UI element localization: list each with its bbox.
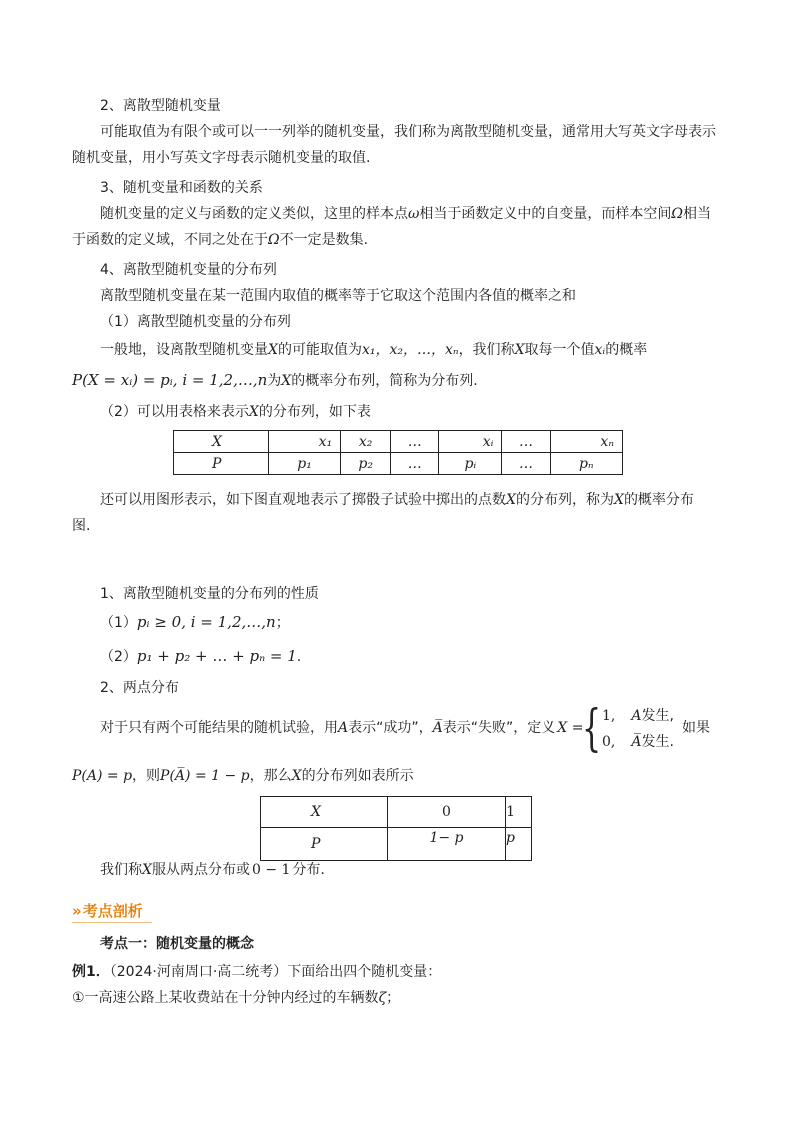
table-row — [261, 828, 532, 861]
table-cell: 1 — [506, 797, 532, 828]
text: 的概率分布 — [623, 492, 694, 508]
text: 的概率分布列，简称为分布列. — [291, 373, 478, 389]
paragraph-line: 可能取值为有限个或可以一一列举的随机变量，我们称为离散型随机变量，通常用大写英文字母表示 — [100, 124, 716, 140]
case-text: 发生, — [641, 708, 674, 724]
zero-one: 0 − 1 — [251, 862, 291, 878]
table-cell: pₙ — [550, 453, 622, 475]
text: 于函数的定义域，不同之处在于 — [72, 232, 268, 248]
heading-properties: 1、离散型随机变量的分布列的性质 — [100, 586, 319, 602]
table-cell: p₁ — [269, 453, 341, 475]
table-cell: … — [391, 431, 439, 453]
property-line — [100, 646, 301, 667]
text: 的概率 — [605, 342, 648, 358]
paragraph-line — [100, 340, 647, 360]
example-source: （2024·河南周口·高二统考） — [109, 964, 288, 980]
var-X: X — [506, 492, 516, 508]
table-cell: 0 — [387, 797, 505, 828]
subheading: （1）离散型随机变量的分布列 — [100, 314, 291, 330]
paragraph-line — [72, 370, 478, 391]
text: 表示“成功”， — [348, 720, 433, 736]
item-text: ①一高速公路上某收费站在十分钟内经过的车辆数 — [72, 990, 379, 1006]
text: 一般地，设离散型随机变量 — [100, 342, 268, 358]
paragraph-line: 如果 — [682, 720, 710, 736]
text: 分布. — [292, 862, 325, 878]
big-omega-symbol: Ω — [268, 232, 280, 248]
subheading — [100, 402, 371, 422]
example-text: 下面给出四个随机变量： — [287, 964, 442, 980]
text: ，那么 — [249, 768, 292, 784]
table-cell: p₂ — [341, 453, 391, 475]
table-cell: P — [261, 828, 388, 861]
two-point-table — [260, 796, 532, 861]
case-value: 1, — [602, 708, 616, 724]
var-X: X — [613, 492, 624, 508]
heading-rv-function: 3、随机变量和函数的关系 — [100, 180, 263, 196]
property-formula: p₁ + p₂ + … + pₙ = 1 — [136, 647, 297, 665]
paragraph-line — [100, 860, 325, 880]
def-X: X = — [557, 720, 584, 736]
text: 对于只有两个可能结果的随机试验，用 — [100, 720, 338, 736]
text: 相当于函数定义中的自变量，而样本空间 — [419, 206, 672, 222]
text: 取每一个值 — [524, 342, 595, 358]
case-text: 发生. — [641, 734, 674, 750]
omega-symbol: ω — [408, 206, 420, 222]
heading-discrete-rv: 2、离散型随机变量 — [100, 98, 221, 114]
brace-symbol: { — [582, 699, 602, 757]
text: . — [296, 649, 302, 665]
case-event: A̅ — [631, 734, 642, 750]
heading-distribution: 4、离散型随机变量的分布列 — [100, 262, 277, 278]
values-list: x₁，x₂，…，xₙ — [361, 342, 459, 358]
table-cell: x₂ — [341, 431, 391, 453]
var-Abar: A̅ — [432, 720, 443, 736]
text: 随机变量的定义与函数的定义类似，这里的样本点 — [100, 206, 408, 222]
table-cell: x₁ — [269, 431, 341, 453]
table-cell: … — [502, 453, 550, 475]
chevron-right-icon: » — [72, 902, 79, 920]
text: 表示“失败”，定义 — [442, 720, 556, 736]
text: 相当 — [683, 206, 712, 222]
text: 的分布列，称为 — [515, 492, 614, 508]
distribution-table — [173, 430, 623, 475]
paragraph-line — [100, 718, 583, 738]
paragraph-line — [72, 230, 368, 250]
table-cell: pᵢ — [439, 453, 502, 475]
table-row — [174, 431, 623, 453]
table-cell: xₙ — [550, 431, 622, 453]
case-event: A — [631, 708, 642, 724]
text: 我们称 — [100, 862, 142, 878]
text: 不一定是数集. — [279, 232, 369, 248]
section-underline — [72, 922, 152, 923]
property-formula: pᵢ ≥ 0, i = 1,2,…,n — [136, 613, 276, 631]
case-line — [602, 706, 674, 726]
label: （1） — [100, 615, 137, 631]
text: 为 — [267, 373, 282, 389]
text: （2）可以用表格来表示 — [100, 404, 249, 420]
paragraph-line — [100, 490, 694, 510]
paragraph-line — [72, 766, 414, 786]
table-cell: p — [506, 828, 532, 861]
table-cell: … — [502, 431, 550, 453]
var-zeta: ζ — [378, 990, 387, 1006]
formula: P(A) = p — [72, 768, 133, 784]
kd1-title: 考点一：随机变量的概念 — [100, 936, 254, 952]
text: 的分布列如表所示 — [301, 768, 414, 784]
var-X: X — [291, 768, 302, 784]
heading-two-point: 2、两点分布 — [100, 680, 179, 696]
table-cell: X — [261, 797, 388, 828]
label: （2） — [100, 649, 137, 665]
example-label: 例1． — [72, 964, 110, 980]
table-cell: X — [174, 431, 269, 453]
var-X: X — [268, 342, 278, 358]
text: 服从两点分布或 — [151, 862, 250, 878]
table-row — [174, 453, 623, 475]
table-cell: … — [391, 453, 439, 475]
var-A: A — [338, 720, 349, 736]
text: 的分布列，如下表 — [258, 404, 371, 420]
text: 还可以用图形表示，如下图直观地表示了掷骰子试验中掷出的点数 — [100, 492, 506, 508]
case-value: 0, — [602, 734, 616, 750]
formula: P(A̅) = 1 − p — [160, 768, 250, 784]
var-X: X — [248, 404, 259, 420]
item-end: ； — [386, 990, 401, 1006]
property-line — [100, 612, 290, 633]
paragraph-line: 随机变量，用小写英文字母表示随机变量的取值. — [72, 150, 371, 166]
formula-pmf: P(X = xᵢ) = pᵢ, i = 1,2,…,n — [72, 371, 268, 389]
list-item — [72, 988, 400, 1008]
text: ，我们称 — [458, 342, 515, 358]
table-cell: xᵢ — [439, 431, 502, 453]
var-X: X — [142, 862, 152, 878]
table-cell: 1− p — [387, 828, 505, 861]
big-omega-symbol: Ω — [671, 206, 684, 222]
example-line — [72, 962, 441, 982]
paragraph-line: 离散型随机变量在某一范围内取值的概率等于它取这个范围内各值的概率之和 — [100, 288, 576, 304]
section-title: 考点剖析 — [82, 902, 143, 920]
var-X: X — [281, 373, 292, 389]
case-line — [602, 732, 674, 752]
paragraph-line: 图. — [72, 518, 91, 534]
paragraph-line — [100, 204, 711, 224]
var-xi: xᵢ — [594, 342, 606, 358]
table-row — [261, 797, 532, 828]
text: ； — [275, 615, 290, 631]
text: 的可能取值为 — [277, 342, 362, 358]
text: ，则 — [132, 768, 161, 784]
table-cell: P — [174, 453, 269, 475]
section-header — [72, 900, 143, 921]
var-X: X — [514, 342, 525, 358]
